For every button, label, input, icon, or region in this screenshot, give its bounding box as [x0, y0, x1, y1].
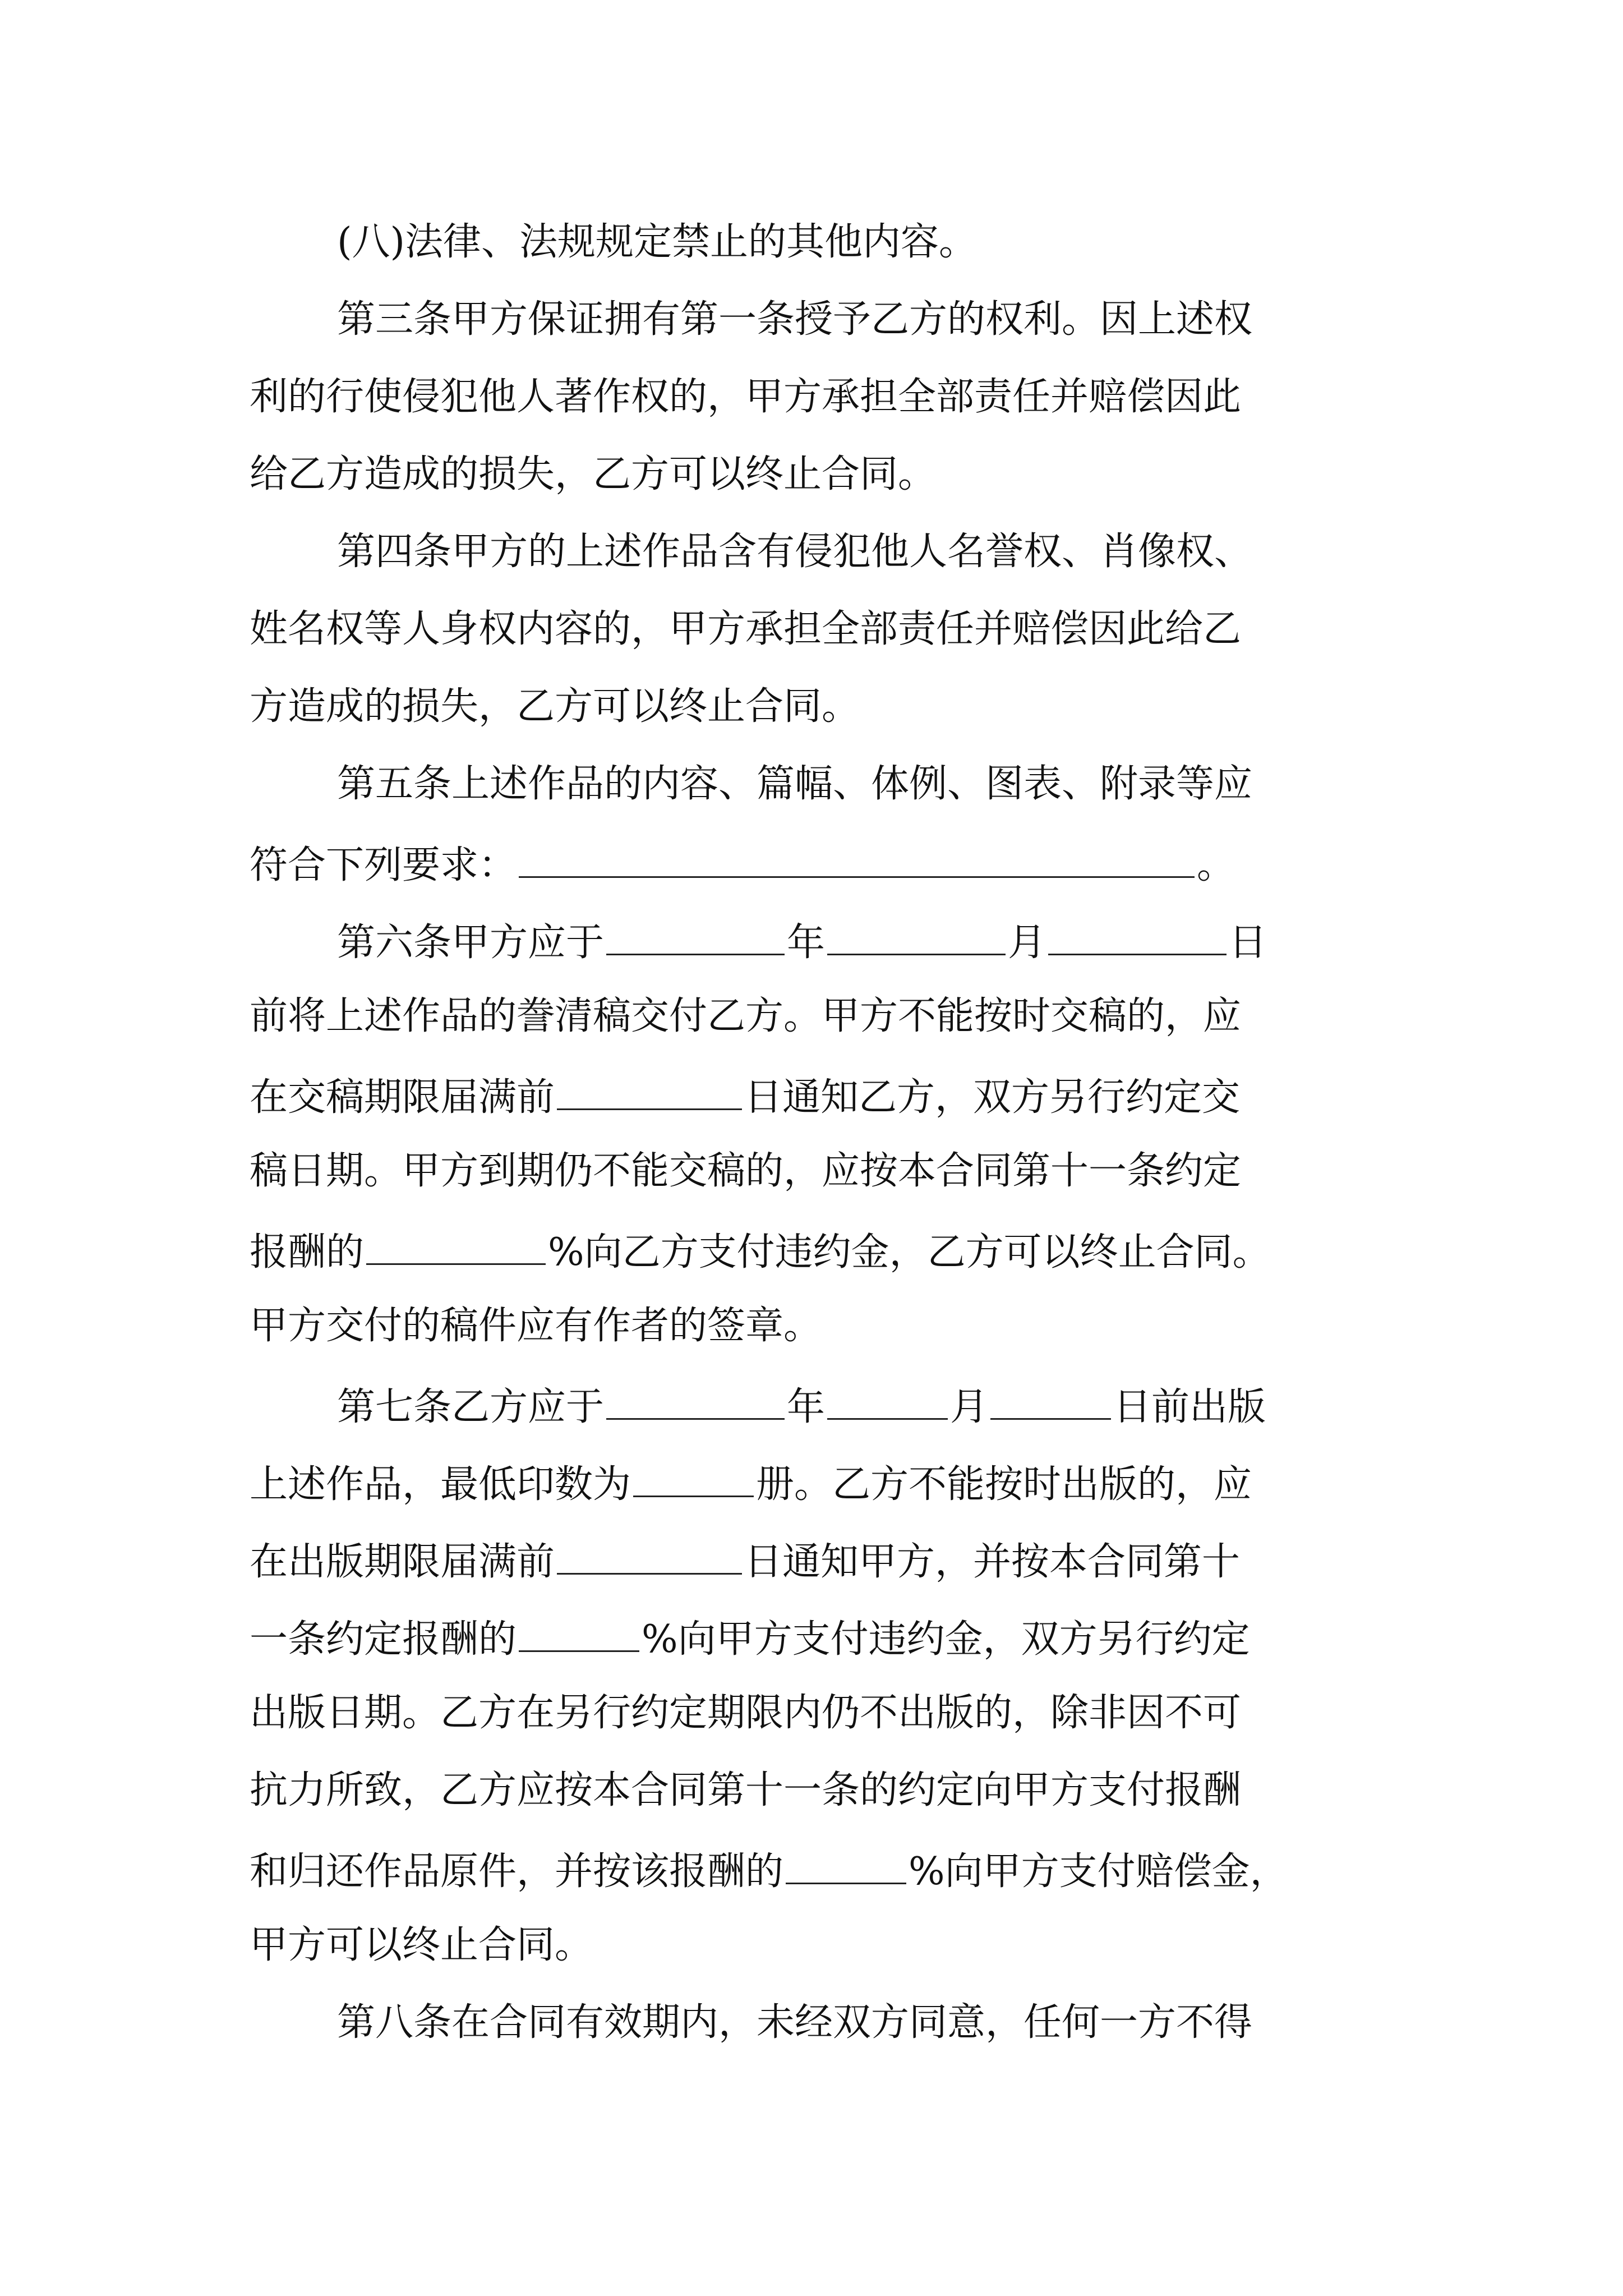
- clause-line: [250, 1230, 1271, 1272]
- clause-line: [337, 297, 1253, 342]
- clause-line: [337, 920, 1267, 965]
- clause-line: [337, 762, 1253, 806]
- text-run: 第六条甲方应于: [337, 921, 605, 965]
- clause-line: [250, 1691, 1242, 1735]
- clause-line: [250, 375, 1242, 419]
- text-run: 日: [1229, 921, 1267, 965]
- clause-line: [250, 1539, 1241, 1584]
- text-run: 稿日期。甲方到期仍不能交稿的，应按本合同第十一条约定: [250, 1149, 1242, 1193]
- fill-in-blank: [827, 1384, 948, 1420]
- text-run: (八)法律、法规规定禁止的其他内容。: [337, 220, 978, 264]
- text-run: 册。乙方不能按时出版的，应: [756, 1462, 1252, 1507]
- text-run: 甲方交付的稿件应有作者的签章。: [250, 1304, 822, 1348]
- text-run: 年: [787, 921, 826, 965]
- text-run: 在出版期限届满前: [250, 1540, 555, 1584]
- clause-line: [250, 1075, 1241, 1120]
- fill-in-blank: [557, 1075, 742, 1110]
- fill-in-blank: [366, 1230, 546, 1265]
- text-run: 一条约定报酬的: [250, 1617, 517, 1662]
- text-run: 第五条上述作品的内容、篇幅、体例、图表、附录等应: [337, 762, 1253, 806]
- clause-line: [250, 1462, 1252, 1507]
- text-run: 第八条在合同有效期内，未经双方同意，任何一方不得: [337, 2000, 1253, 2045]
- clause-line: [250, 1617, 1250, 1662]
- clause-line: [250, 684, 860, 729]
- clause-line: [250, 1149, 1242, 1193]
- text-run: 方造成的损失，乙方可以终止合同。: [250, 684, 860, 729]
- fill-in-blank: [633, 1462, 754, 1497]
- text-run: 日通知乙方，双方另行约定交: [744, 1075, 1241, 1120]
- clause-line: [337, 2000, 1253, 2045]
- clause-line: [250, 1768, 1242, 1812]
- fill-in-blank: [606, 1384, 785, 1420]
- text-run: 日通知甲方，并按本合同第十: [744, 1540, 1241, 1584]
- text-run: 利的行使侵犯他人著作权的，甲方承担全部责任并赔偿因此: [250, 375, 1242, 419]
- text-run: 第三条甲方保证拥有第一条授予乙方的权利。因上述权: [337, 297, 1253, 342]
- text-run: 符合下列要求：: [250, 843, 517, 887]
- fill-in-blank: [519, 843, 1195, 878]
- text-run: 抗力所致，乙方应按本合同第十一条的约定向甲方支付报酬: [250, 1768, 1242, 1812]
- fill-in-blank: [557, 1539, 742, 1575]
- text-run: 第四条甲方的上述作品含有侵犯他人名誉权、肖像权、: [337, 530, 1253, 574]
- text-run: 报酬的: [250, 1230, 365, 1274]
- text-run: 日前出版: [1113, 1385, 1266, 1429]
- fill-in-blank: [827, 920, 1006, 955]
- clause-line: [250, 1849, 1288, 1894]
- text-run: %向甲方支付违约金，双方另行约定: [642, 1617, 1250, 1662]
- clause-line: [250, 1923, 593, 1967]
- text-run: 月: [950, 1385, 989, 1429]
- clause-line: [250, 1304, 822, 1348]
- text-run: 和归还作品原件，并按该报酬的: [250, 1849, 784, 1894]
- clause-line: [250, 843, 1235, 885]
- text-run: 甲方可以终止合同。: [250, 1923, 593, 1967]
- text-run: %向乙方支付违约金，乙方可以终止合同。: [548, 1230, 1271, 1274]
- text-run: 年: [787, 1385, 826, 1429]
- fill-in-blank: [786, 1849, 906, 1884]
- fill-in-blank: [519, 1617, 639, 1652]
- clause-line: [337, 530, 1253, 574]
- text-run: 出版日期。乙方在另行约定期限内仍不出版的，除非因不可: [250, 1691, 1242, 1735]
- text-run: 第七条乙方应于: [337, 1385, 605, 1429]
- text-run: %向甲方支付赔偿金，: [909, 1849, 1288, 1894]
- clause-line: [250, 994, 1242, 1038]
- text-run: 上述作品，最低印数为: [250, 1462, 631, 1507]
- text-run: 。: [1197, 843, 1235, 887]
- clause-line: [250, 452, 937, 496]
- text-run: 姓名权等人身权内容的，甲方承担全部责任并赔偿因此给乙: [250, 607, 1242, 651]
- fill-in-blank: [606, 920, 785, 955]
- fill-in-blank: [990, 1384, 1111, 1420]
- text-run: 前将上述作品的誊清稿交付乙方。甲方不能按时交稿的，应: [250, 994, 1242, 1038]
- text-run: 月: [1008, 921, 1046, 965]
- clause-line: [337, 1384, 1266, 1427]
- clause-line: [337, 220, 978, 264]
- text-run: 给乙方造成的损失，乙方可以终止合同。: [250, 452, 937, 496]
- text-run: 在交稿期限届满前: [250, 1075, 555, 1120]
- fill-in-blank: [1048, 920, 1227, 955]
- clause-line: [250, 607, 1242, 651]
